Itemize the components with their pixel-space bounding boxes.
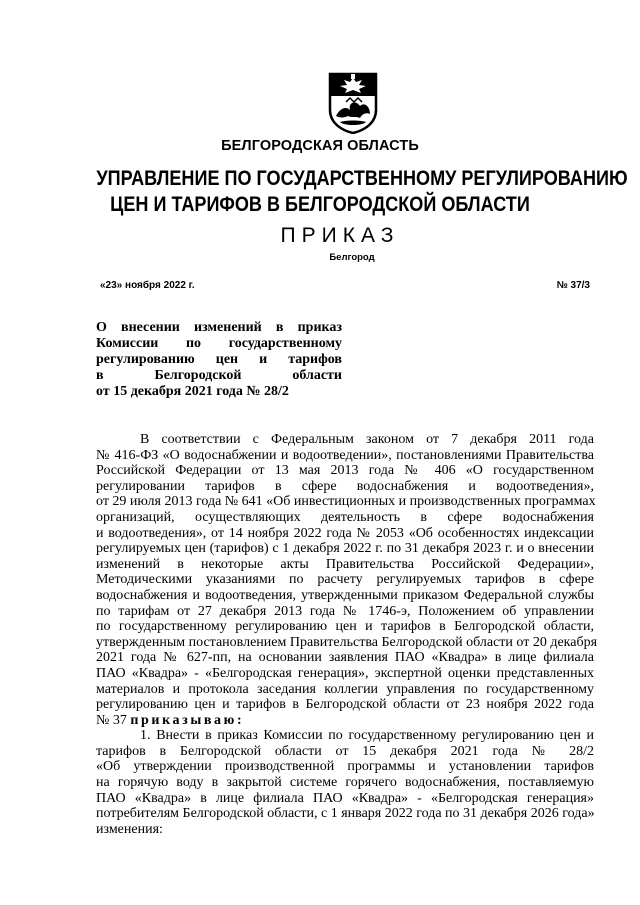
- coat-of-arms-emblem: [326, 72, 380, 134]
- agency-name: [96, 166, 628, 218]
- body-line: 2021 года № 627-пп, на основании заявления ПАО «Квадра» в лице филиала: [96, 650, 594, 666]
- title-line: регулированию цен и тарифов: [96, 352, 342, 367]
- city-name: Белгород: [329, 252, 375, 263]
- body-line: № 416-ФЗ «О водоснабжении и водоотведении», постановлениями Правительства: [96, 447, 594, 463]
- body-line: регулированию цен и тарифов в Белгородской области от 23 ноября 2022 года: [96, 697, 594, 713]
- title-line: Комиссии по государственному: [96, 336, 342, 351]
- body-line: регулировании тарифов в сфере водоснабжения и водоотведения»,: [96, 478, 594, 494]
- document-body: [96, 432, 598, 837]
- body-line: Методическими указаниями по расчету регулируемых тарифов в сфере: [96, 572, 594, 588]
- body-line: регулируемых цен (тарифов) с 1 декабря 2022 г. по 31 декабря 2023 г. и о внесении: [96, 541, 594, 557]
- body-line: от 29 июля 2013 года № 641 «Об инвестиционных и производственных программах: [96, 494, 596, 510]
- document-title: [96, 320, 342, 400]
- title-line: от 15 декабря 2021 года № 28/2: [96, 384, 289, 399]
- body-line: материалов и протокола заседания коллегии управления по государственному: [96, 681, 594, 697]
- document-date: «23» ноября 2022 г.: [100, 280, 195, 291]
- body-line: по государственному регулированию цен и тарифов в Белгородской области,: [96, 619, 594, 635]
- item-line: изменения:: [96, 821, 163, 837]
- body-line: водоснабжения и водоотведения, утвержденными приказом Федеральной службы: [96, 587, 594, 603]
- body-line: и водоотведения», от 14 ноября 2022 года № 2053 «Об особенностях индексации: [96, 525, 594, 541]
- body-line: изменений в некоторые акты Правительства Российской Федерации»,: [96, 556, 594, 572]
- body-line: Российской Федерации от 13 мая 2013 года № 406 «О государственном: [96, 463, 594, 479]
- item-line: тарифов в Белгородской области от 15 декабря 2021 года № 28/2: [96, 743, 594, 759]
- agency-name-line: ЦЕН И ТАРИФОВ В БЕЛГОРОДСКОЙ ОБЛАСТИ: [110, 193, 530, 216]
- title-line: О внесении изменений в приказ: [96, 320, 342, 335]
- agency-name-line: УПРАВЛЕНИЕ ПО ГОСУДАРСТВЕННОМУ РЕГУЛИРОВАНИЮ: [96, 167, 628, 190]
- item-line: ПАО «Квадра» в лице филиала ПАО «Квадра» - «Белгородская генерация»: [96, 790, 594, 806]
- order-word: приказываю:: [130, 712, 245, 728]
- item-line: «Об утверждении производственной программы и установлении тарифов: [96, 759, 594, 775]
- order-line: [96, 713, 594, 729]
- document-number: № 37/3: [556, 280, 590, 291]
- region-name: БЕЛГОРОДСКАЯ ОБЛАСТЬ: [221, 138, 419, 154]
- body-line: утвержденным постановлением Правительства Белгородской области от 20 декабря: [96, 634, 598, 650]
- item-line: потребителям Белгородской области, с 1 января 2022 года по 31 декабря 2026 года»: [96, 806, 595, 822]
- order-prefix: № 37: [96, 712, 127, 728]
- body-line: организаций, осуществляющих деятельность в сфере водоснабжения: [96, 509, 594, 525]
- body-line: по тарифам от 27 декабря 2013 года № 1746-э, Положением об управлении: [96, 603, 594, 619]
- item-line: на горячую воду в закрытой системе горячего водоснабжения, поставляемую: [96, 775, 594, 791]
- body-line: В соответствии с Федеральным законом от 7 декабря 2011 года: [140, 432, 594, 447]
- document-type: ПРИКАЗ: [280, 224, 400, 247]
- title-line: в Белгородской области: [96, 368, 342, 383]
- body-line: ПАО «Квадра» - «Белгородская генерация», экспертной оценки представленных: [96, 665, 594, 681]
- item-line: 1. Внести в приказ Комиссии по государственному регулированию цен и: [140, 728, 594, 744]
